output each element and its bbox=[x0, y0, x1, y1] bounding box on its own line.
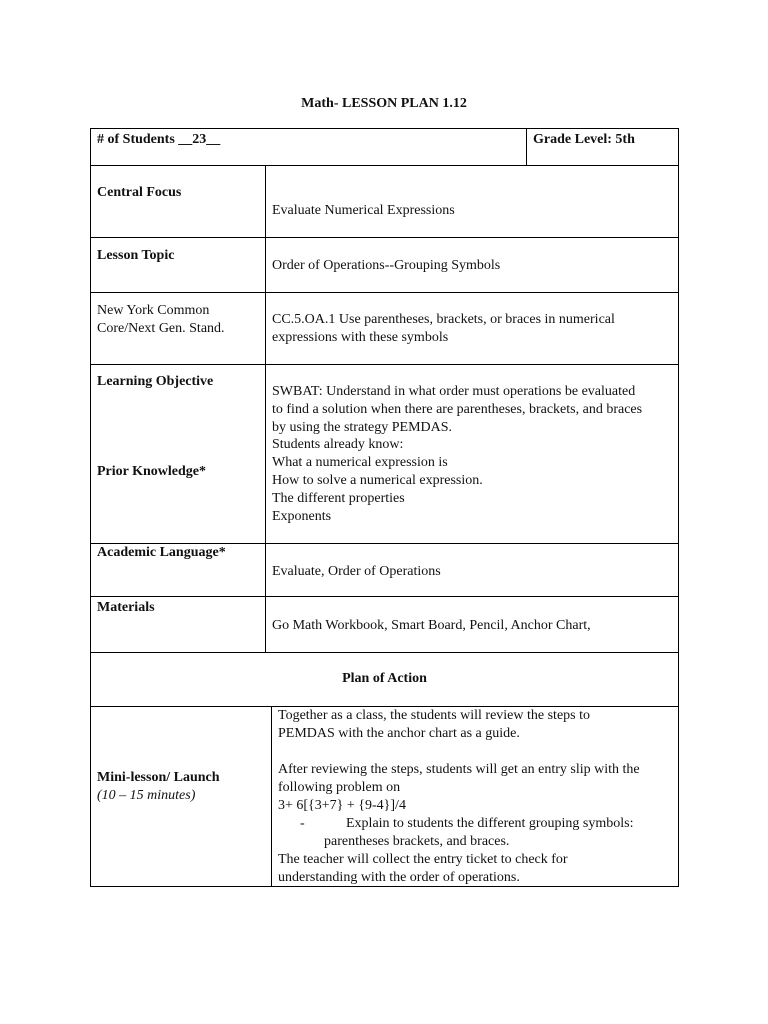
content-line: CC.5.OA.1 Use parentheses, brackets, or braces in numerical bbox=[272, 312, 615, 327]
row-divider bbox=[90, 596, 679, 597]
header-column-divider bbox=[526, 128, 527, 165]
content-line: The teacher will collect the entry ticket to check for bbox=[278, 852, 568, 867]
lesson-topic-label: Lesson Topic bbox=[97, 248, 175, 263]
plan-of-action-heading: Plan of Action bbox=[342, 671, 427, 686]
standards-label bbox=[97, 302, 225, 338]
content-line: Explain to students the different grouping symbols: bbox=[346, 816, 634, 831]
content-line: parentheses brackets, and braces. bbox=[324, 834, 510, 849]
math-expression: 3+ 6[{3+7} + {9-4}]/4 bbox=[278, 798, 406, 813]
content-line: Order of Operations--Grouping Symbols bbox=[272, 258, 501, 273]
content-line: The different properties bbox=[272, 491, 405, 506]
bullet-marker: - bbox=[300, 816, 305, 831]
learning-objective-label: Learning Objective bbox=[97, 374, 214, 389]
label-line: New York Common bbox=[97, 303, 210, 318]
materials-content bbox=[272, 617, 591, 635]
content-line: Go Math Workbook, Smart Board, Pencil, Anchor Chart, bbox=[272, 618, 591, 633]
column-divider bbox=[271, 706, 272, 887]
academic-language-content bbox=[272, 563, 441, 581]
standards-content bbox=[272, 311, 615, 347]
content-line: PEMDAS with the anchor chart as a guide. bbox=[278, 726, 520, 741]
mini-lesson-label-block bbox=[97, 769, 220, 805]
grade-level-label: Grade Level: 5th bbox=[533, 132, 635, 147]
central-focus-content bbox=[272, 202, 455, 220]
academic-language-label: Academic Language* bbox=[97, 545, 226, 560]
content-line: How to solve a numerical expression. bbox=[272, 473, 483, 488]
prior-knowledge-label: Prior Knowledge* bbox=[97, 464, 207, 479]
content-line: to find a solution when there are parentheses, brackets, and braces bbox=[272, 402, 643, 417]
mini-lesson-label: Mini-lesson/ Launch bbox=[97, 770, 220, 785]
content-line: understanding with the order of operations. bbox=[278, 870, 520, 885]
students-count-label: # of Students __23__ bbox=[97, 132, 221, 147]
row-divider bbox=[90, 237, 679, 238]
row-divider bbox=[90, 292, 679, 293]
content-line: SWBAT: Understand in what order must operations be evaluated bbox=[272, 384, 636, 399]
content-line: Students already know: bbox=[272, 437, 404, 452]
prior-knowledge-content bbox=[272, 436, 483, 526]
document-title: Math- LESSON PLAN 1.12 bbox=[301, 96, 467, 111]
row-divider bbox=[90, 165, 679, 166]
row-divider bbox=[90, 652, 679, 653]
mini-lesson-content bbox=[278, 707, 640, 887]
content-line: Together as a class, the students will review the steps to bbox=[278, 708, 590, 723]
content-line: expressions with these symbols bbox=[272, 330, 449, 345]
content-line: Evaluate, Order of Operations bbox=[272, 564, 441, 579]
content-line: Exponents bbox=[272, 509, 332, 524]
content-line: After reviewing the steps, students will get an entry slip with the bbox=[278, 762, 640, 777]
content-line: by using the strategy PEMDAS. bbox=[272, 420, 453, 435]
content-line: following problem on bbox=[278, 780, 401, 795]
lesson-topic-content bbox=[272, 257, 500, 275]
content-line: What a numerical expression is bbox=[272, 455, 448, 470]
row-divider bbox=[90, 364, 679, 365]
materials-label: Materials bbox=[97, 600, 155, 615]
label-line: Core/Next Gen. Stand. bbox=[97, 321, 225, 336]
learning-objective-content bbox=[272, 383, 642, 437]
mini-lesson-duration: (10 – 15 minutes) bbox=[97, 788, 196, 803]
content-line: Evaluate Numerical Expressions bbox=[272, 203, 455, 218]
central-focus-label: Central Focus bbox=[97, 185, 182, 200]
bullet-item bbox=[278, 815, 640, 833]
column-divider bbox=[265, 165, 266, 652]
